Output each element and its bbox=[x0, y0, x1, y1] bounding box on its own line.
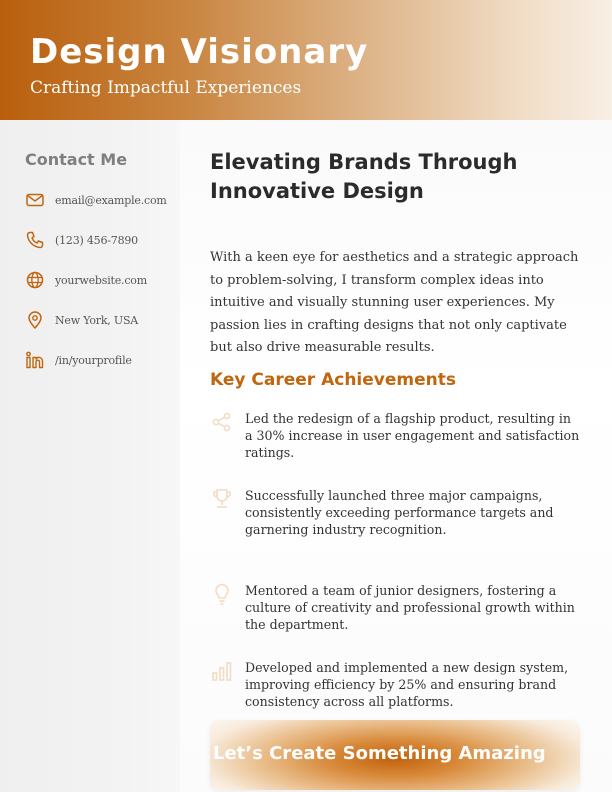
contact-item-phone[interactable] bbox=[25, 230, 175, 250]
contact-linkedin: /in/yourprofile bbox=[55, 353, 132, 367]
intro-paragraph: With a keen eye for aesthetics and a strategic approach to problem-solving, I transform complex ideas into intuitive and visually stunning user experiences. My passion lies in crafting designs that not only captivate but also drive measurable results. bbox=[210, 250, 579, 355]
headline: Elevating Brands Through Innovative Design bbox=[210, 150, 518, 203]
achievement-text: Mentored a team of junior designers, fostering a culture of creativity and professional growth within the department. bbox=[245, 583, 575, 632]
achievement-text: Developed and implemented a new design system, improving efficiency by 25% and ensuring brand consistency across all platforms. bbox=[245, 660, 569, 709]
contact-item-website[interactable] bbox=[25, 270, 175, 290]
share-icon bbox=[210, 410, 234, 434]
contact-item-email[interactable] bbox=[25, 190, 175, 210]
trophy-icon bbox=[210, 487, 234, 511]
contact-item-location[interactable] bbox=[25, 310, 175, 330]
header-banner bbox=[0, 0, 612, 120]
contact-email: email@example.com bbox=[55, 193, 167, 207]
page-title: Design Visionary bbox=[30, 32, 369, 72]
contact-location: New York, USA bbox=[55, 313, 139, 327]
mail-icon bbox=[25, 190, 45, 210]
contact-item-linkedin[interactable] bbox=[25, 350, 175, 370]
bar-chart-icon bbox=[210, 659, 234, 683]
main-content bbox=[180, 120, 612, 792]
cta-label: Let’s Create Something Amazing bbox=[213, 743, 546, 764]
achievements-heading: Key Career Achievements bbox=[210, 370, 456, 390]
map-pin-icon bbox=[25, 310, 45, 330]
contact-heading: Contact Me bbox=[25, 150, 128, 169]
achievement-text: Led the redesign of a flagship product, resulting in a 30% increase in user engagement and satisfaction ratings. bbox=[245, 411, 580, 460]
contact-sidebar bbox=[0, 120, 180, 792]
achievement-text: Successfully launched three major campaigns, consistently exceeding performance targets and garnering industry recognition. bbox=[245, 488, 554, 537]
tagline: Crafting Impactful Experiences bbox=[30, 78, 302, 98]
contact-website: yourwebsite.com bbox=[55, 273, 147, 287]
cta-button[interactable] bbox=[210, 720, 580, 790]
contact-phone: (123) 456-7890 bbox=[55, 233, 138, 247]
lightbulb-icon bbox=[210, 582, 234, 606]
phone-icon bbox=[25, 230, 45, 250]
linkedin-icon bbox=[25, 350, 45, 370]
globe-icon bbox=[25, 270, 45, 290]
